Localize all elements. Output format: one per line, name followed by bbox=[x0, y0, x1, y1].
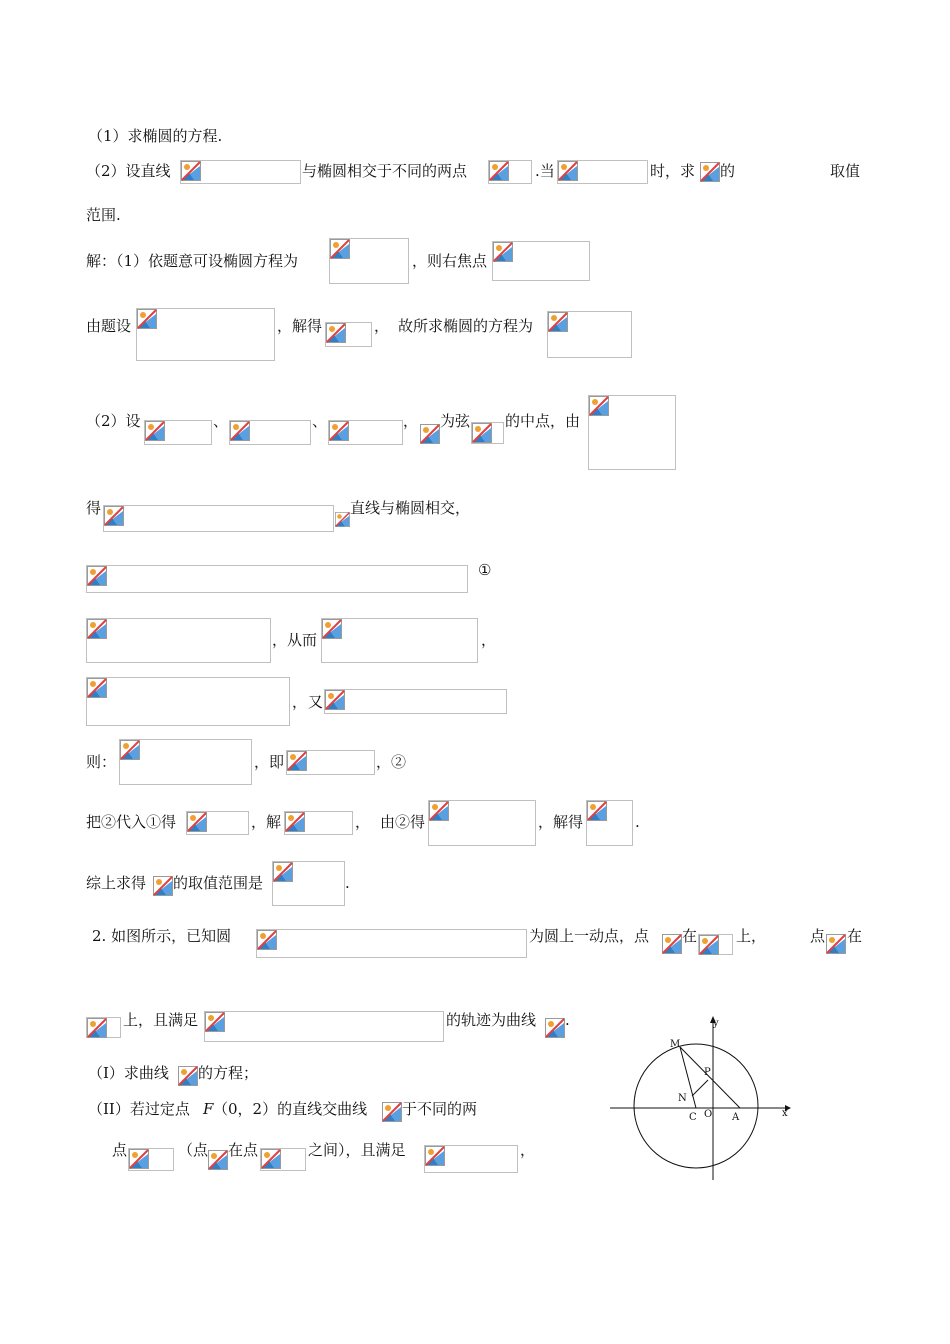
broken-image-icon bbox=[181, 161, 201, 181]
q2-text: . bbox=[565, 1011, 570, 1029]
formula-image bbox=[424, 1145, 518, 1173]
broken-image-icon bbox=[826, 934, 846, 954]
formula-image bbox=[153, 876, 173, 896]
solution-text: 把②代入①得 bbox=[86, 813, 177, 831]
solution-text: （2）设 bbox=[86, 412, 141, 430]
q2-part2: （II）若过定点 bbox=[88, 1100, 190, 1118]
formula-image bbox=[136, 308, 275, 361]
q2-text: 在 bbox=[847, 927, 863, 945]
label-n: N bbox=[678, 1093, 687, 1104]
q2-part2: ， bbox=[520, 1141, 536, 1159]
broken-image-icon bbox=[87, 678, 107, 698]
broken-image-icon bbox=[205, 1012, 225, 1032]
solution-text: 、 bbox=[213, 412, 229, 430]
formula-image bbox=[325, 322, 372, 347]
broken-image-icon bbox=[273, 862, 293, 882]
formula-image bbox=[700, 162, 720, 182]
q1-part2-text: 与椭圆相交于不同的两点 bbox=[302, 162, 468, 180]
formula-image bbox=[86, 565, 468, 593]
formula-image bbox=[144, 420, 212, 445]
broken-image-icon bbox=[699, 935, 719, 955]
q2-part2: （点 bbox=[178, 1141, 209, 1159]
q2-text: 在 bbox=[682, 927, 698, 945]
formula-image bbox=[547, 311, 632, 358]
label-m: M bbox=[670, 1039, 681, 1050]
formula-image bbox=[698, 934, 733, 955]
broken-image-icon bbox=[589, 396, 609, 416]
broken-image-icon bbox=[178, 1066, 198, 1086]
solution-text: ，② bbox=[376, 753, 407, 771]
solution-text: 直线与椭圆相交， bbox=[350, 499, 471, 517]
q2-part2: 点 bbox=[112, 1141, 128, 1159]
broken-image-icon bbox=[489, 161, 509, 181]
formula-image bbox=[545, 1018, 565, 1038]
formula-image bbox=[208, 1150, 228, 1170]
solution-text: 由②得 bbox=[380, 813, 426, 831]
broken-image-icon bbox=[129, 1149, 149, 1169]
formula-image bbox=[588, 395, 676, 470]
formula-image bbox=[204, 1011, 444, 1042]
formula-image bbox=[328, 420, 403, 445]
formula-image bbox=[103, 505, 334, 532]
solution-text: 解：（1）依题意可设椭圆方程为 bbox=[86, 252, 299, 270]
solution-text: ，解 bbox=[251, 813, 282, 831]
formula-image bbox=[492, 241, 590, 281]
solution-text: ， bbox=[374, 317, 390, 335]
solution-text: 由题设 bbox=[86, 317, 132, 335]
circle-figure bbox=[600, 1010, 800, 1185]
solution-text: ，则右焦点 bbox=[412, 252, 488, 270]
formula-image bbox=[86, 677, 290, 726]
q2-part1: （I）求曲线 bbox=[88, 1064, 169, 1082]
formula-image bbox=[178, 1066, 198, 1086]
formula-image bbox=[321, 618, 478, 663]
broken-image-icon bbox=[137, 309, 157, 329]
formula-image bbox=[284, 811, 353, 835]
q2-text: 的轨迹为曲线 bbox=[446, 1011, 537, 1029]
q1-part2-text: 时，求 bbox=[650, 162, 696, 180]
solution-text: 故所求椭圆的方程为 bbox=[398, 317, 534, 335]
formula-image bbox=[86, 618, 271, 663]
broken-image-icon bbox=[429, 801, 449, 821]
q1-part1: （1）求椭圆的方程. bbox=[88, 127, 223, 145]
solution-text: ，解得 bbox=[277, 317, 323, 335]
broken-image-icon bbox=[208, 1150, 228, 1170]
formula-image bbox=[662, 934, 682, 954]
q2-text: 点 bbox=[810, 927, 826, 945]
formula-image bbox=[329, 238, 409, 284]
broken-image-icon bbox=[87, 619, 107, 639]
broken-image-icon bbox=[587, 801, 607, 821]
q2-part2: 之间），且满足 bbox=[308, 1141, 406, 1159]
formula-image bbox=[488, 160, 532, 184]
formula-image bbox=[420, 424, 440, 444]
formula-image bbox=[272, 861, 345, 906]
broken-image-icon bbox=[330, 239, 350, 259]
formula-image bbox=[119, 739, 252, 785]
broken-image-icon bbox=[558, 161, 578, 181]
broken-image-icon bbox=[548, 312, 568, 332]
formula-image bbox=[128, 1148, 174, 1171]
broken-image-icon bbox=[257, 930, 277, 950]
q1-part2-text: （2）设直线 bbox=[86, 162, 171, 180]
formula-image bbox=[428, 800, 536, 846]
solution-text: ， bbox=[481, 631, 497, 649]
formula-image bbox=[382, 1102, 402, 1122]
broken-image-icon bbox=[285, 812, 305, 832]
solution-text: ， bbox=[403, 412, 419, 430]
q2-part2: 在点 bbox=[228, 1141, 259, 1159]
q2-part1: 的方程； bbox=[198, 1064, 259, 1082]
solution-text: 得 bbox=[86, 499, 102, 517]
formula-image bbox=[180, 160, 301, 184]
formula-image bbox=[557, 160, 648, 184]
broken-image-icon bbox=[187, 812, 207, 832]
solution-text: . bbox=[635, 813, 640, 831]
broken-image-icon bbox=[545, 1018, 565, 1038]
solution-text: ，即 bbox=[254, 753, 285, 771]
broken-image-icon bbox=[329, 421, 349, 441]
broken-image-icon bbox=[322, 619, 342, 639]
formula-image bbox=[471, 422, 504, 444]
label-a: A bbox=[732, 1112, 740, 1123]
formula-image bbox=[586, 800, 633, 846]
broken-image-icon bbox=[493, 242, 513, 262]
solution-text: ， bbox=[292, 693, 308, 711]
broken-image-icon bbox=[425, 1146, 445, 1166]
q2-text: 2. 如图所示，已知圆 bbox=[92, 927, 232, 945]
solution-text: 又 bbox=[308, 693, 324, 711]
solution-text: 为弦 bbox=[440, 412, 471, 430]
formula-image bbox=[86, 1017, 121, 1038]
broken-image-icon bbox=[145, 421, 165, 441]
broken-image-icon bbox=[662, 934, 682, 954]
broken-image-icon bbox=[700, 162, 720, 182]
label-c: C bbox=[689, 1112, 697, 1123]
q2-part2-point-f: F bbox=[203, 1100, 214, 1118]
formula-image bbox=[826, 934, 846, 954]
broken-image-icon bbox=[153, 876, 173, 896]
formula-image bbox=[324, 689, 507, 714]
broken-image-icon bbox=[87, 566, 107, 586]
solution-text: 综上求得 bbox=[86, 874, 147, 892]
broken-image-icon bbox=[420, 424, 440, 444]
q1-part2-text: 范围. bbox=[86, 206, 121, 224]
broken-image-icon bbox=[261, 1149, 281, 1169]
formula-image bbox=[286, 750, 375, 775]
label-p: P bbox=[704, 1067, 711, 1078]
formula-image bbox=[186, 811, 249, 835]
solution-text: ，从而 bbox=[272, 631, 318, 649]
q1-part2-text: .当 bbox=[535, 162, 555, 180]
broken-image-icon bbox=[230, 421, 250, 441]
solution-text: . bbox=[345, 874, 350, 892]
q2-text: 为圆上一动点，点 bbox=[529, 927, 650, 945]
solution-text: 则： bbox=[86, 753, 117, 771]
broken-image-icon bbox=[335, 512, 350, 527]
solution-text: 、 bbox=[312, 412, 328, 430]
formula-image bbox=[229, 420, 311, 445]
equation-mark: ① bbox=[478, 561, 492, 579]
formula-image bbox=[335, 512, 350, 527]
solution-text: ， bbox=[355, 813, 371, 831]
q1-part2-text: 取值 bbox=[830, 162, 861, 180]
q2-part2: （0，2）的直线交曲线 bbox=[213, 1100, 368, 1118]
broken-image-icon bbox=[287, 751, 307, 771]
broken-image-icon bbox=[87, 1018, 107, 1038]
label-x: x bbox=[782, 1108, 788, 1119]
solution-text: 的中点，由 bbox=[505, 412, 581, 430]
broken-image-icon bbox=[472, 423, 492, 443]
q2-text: 上， bbox=[736, 927, 767, 945]
broken-image-icon bbox=[120, 740, 140, 760]
broken-image-icon bbox=[104, 506, 124, 526]
segment-np bbox=[692, 1080, 708, 1096]
broken-image-icon bbox=[382, 1102, 402, 1122]
solution-text: 的取值范围是 bbox=[173, 874, 264, 892]
formula-image bbox=[256, 929, 527, 958]
broken-image-icon bbox=[326, 323, 346, 343]
formula-image bbox=[260, 1148, 306, 1171]
label-o: O bbox=[704, 1109, 713, 1120]
broken-image-icon bbox=[325, 690, 345, 710]
solution-text: ，解得 bbox=[538, 813, 584, 831]
q1-part2-text: 的 bbox=[720, 162, 736, 180]
q2-text: 上，且满足 bbox=[123, 1011, 199, 1029]
q2-part2: 于不同的两 bbox=[402, 1100, 478, 1118]
label-y: y bbox=[713, 1018, 719, 1029]
